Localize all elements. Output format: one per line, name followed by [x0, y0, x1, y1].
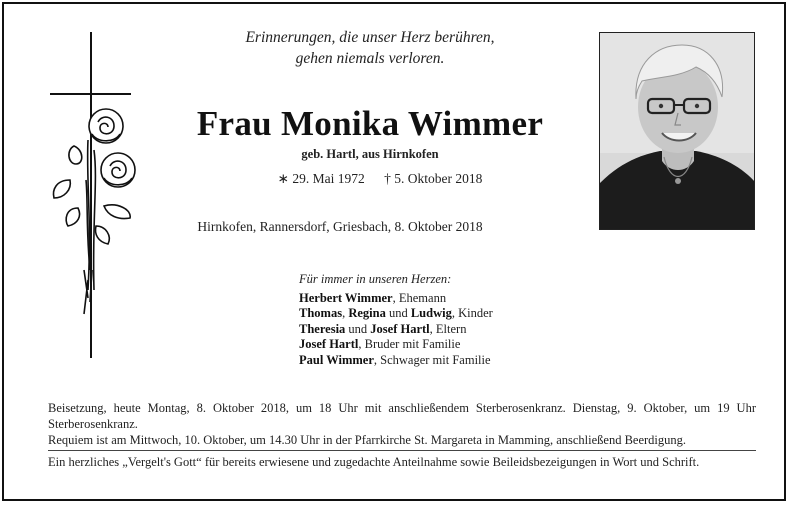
mourner-relation: , Kinder — [451, 306, 493, 320]
funeral-line-1: Beisetzung, heute Montag, 8. Oktober 2018, um 18 Uhr mit anschließendem Sterberosenkranz. Dienstag, 9. Oktober, um 19 Uhr Sterberosenkranz. — [48, 401, 756, 431]
mourners-list — [299, 272, 493, 368]
mourner-name: Ludwig — [410, 306, 452, 320]
cross-with-roses-icon — [48, 30, 138, 360]
mourner-relation: , Eltern — [429, 321, 467, 336]
mourner-row — [299, 353, 493, 369]
mourner-name: Theresia — [299, 321, 346, 336]
mourner-name: Paul Wimmer — [299, 352, 374, 367]
mourner-relation: , Ehemann — [392, 290, 447, 305]
mourners-intro: Für immer in unseren Herzen: — [299, 272, 452, 286]
portrait-photo — [599, 32, 755, 230]
deceased-name: Frau Monika Wimmer — [196, 104, 544, 143]
death-date: † 5. Oktober 2018 — [384, 171, 483, 186]
mourner-row — [299, 337, 493, 353]
mourner-relation: und — [385, 306, 411, 320]
mourner-row — [299, 322, 493, 338]
birth-date: ∗ 29. Mai 1972 — [277, 171, 365, 186]
mourner-name: Josef Hartl — [370, 321, 430, 336]
mourner-name: Herbert Wimmer — [299, 290, 393, 305]
quote-line-2: gehen niemals verloren. — [295, 50, 445, 67]
thanks-note: Ein herzliches „Vergelt's Gott“ für bereits erwiesene und zugedachte Anteilnahme sowie Beileidsbezeigungen in Wort und Schrift. — [48, 455, 700, 469]
mourner-name: Josef Hartl — [299, 337, 359, 351]
place-and-date: Hirnkofen, Rannersdorf, Griesbach, 8. Oktober 2018 — [197, 219, 483, 234]
mourner-relation: , Schwager mit Familie — [373, 352, 491, 367]
maiden-name-origin: geb. Hartl, aus Hirnkofen — [301, 147, 439, 161]
mourner-relation: , Bruder mit Familie — [358, 337, 461, 351]
quote-line-1: Erinnerungen, die unser Herz berühren, — [245, 29, 495, 46]
life-dates — [230, 171, 530, 187]
mourner-relation: und — [345, 321, 371, 336]
funeral-line-2: Requiem ist am Mittwoch, 10. Oktober, um 14.30 Uhr in der Pfarrkirche St. Margareta in Mamming, anschließend Beerdigung. — [48, 433, 687, 447]
mourner-relation: , — [342, 306, 349, 320]
mourner-row — [299, 291, 493, 307]
memorial-quote — [200, 27, 540, 69]
mourner-row — [299, 306, 493, 322]
mourner-name: Regina — [348, 306, 386, 320]
divider — [48, 450, 756, 451]
funeral-details — [48, 400, 756, 448]
mourner-name: Thomas — [299, 306, 343, 320]
